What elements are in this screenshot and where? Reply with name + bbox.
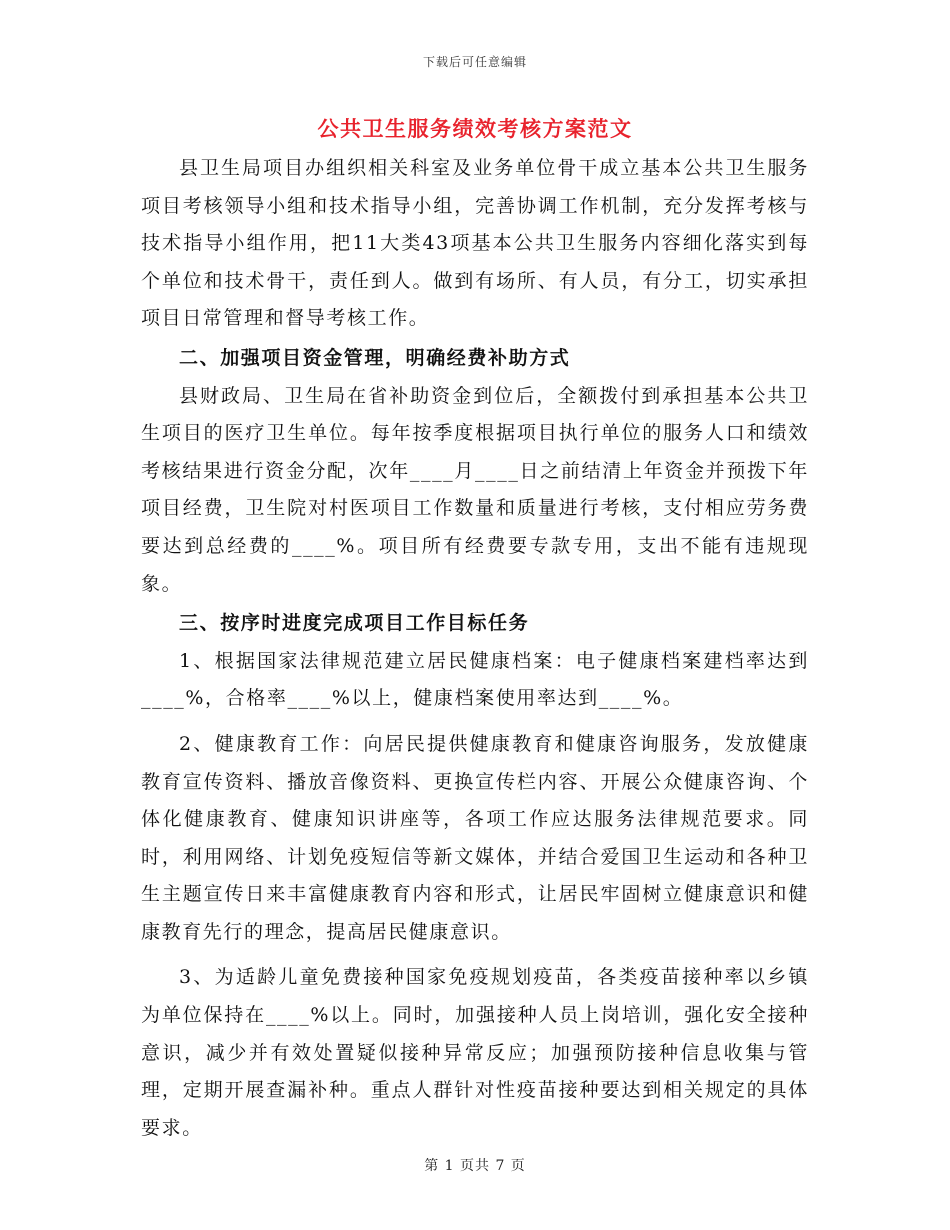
section-heading-2: 二、加强项目资金管理，明确经费补助方式: [179, 346, 571, 369]
paragraph-item-2: 2、健康教育工作：向居民提供健康教育和健康咨询服务，发放健康教育宣传资料、播放音像资料、更换宣传栏内容、开展公众健康咨询、个体化健康教育、健康知识讲座等，各项工作应达服务法律规范要求。同时，利用网络、计划免疫短信等新文媒体，并结合爱国卫生运动和各种卫生主题宣传日来丰富健康教育内容和形式，让居民牢固树立健康意识和健康教育先行的理念，提高居民健康意识。: [141, 732, 809, 943]
paragraph-item-1: 1、根据国家法律规范建立居民健康档案：电子健康档案建档率达到____%，合格率____%以上，健康档案使用率达到____%。: [141, 649, 809, 710]
document-title: 公共卫生服务绩效考核方案范文: [317, 116, 633, 141]
header-note: 下载后可任意编辑: [422, 55, 527, 69]
paragraph-intro: 县卫生局项目办组织相关科室及业务单位骨干成立基本公共卫生服务项目考核领导小组和技术指导小组，完善协调工作机制，充分发挥考核与技术指导小组作用，把11大类43项基本公共卫生服务内容细化落实到每个单位和技术骨干，责任到人。做到有场所、有人员，有分工，切实承担项目日常管理和督导考核工作。: [141, 157, 809, 330]
page-number: 第 1 页共 7 页: [424, 1158, 526, 1174]
paragraph-funding: 县财政局、卫生局在省补助资金到位后，全额拨付到承担基本公共卫生项目的医疗卫生单位。每年按季度根据项目执行单位的服务人口和绩效考核结果进行资金分配，次年____月____日之前结清上年资金并预拨下年项目经费，卫生院对村医项目工作数量和质量进行考核，支付相应劳务费要达到总经费的____%。项目所有经费要专款专用，支出不能有违规现象。: [141, 384, 809, 595]
section-heading-3: 三、按序时进度完成项目工作目标任务: [179, 612, 530, 635]
document-body: [141, 150, 809, 1147]
paragraph-item-3: 3、为适龄儿童免费接种国家免疫规划疫苗，各类疫苗接种率以乡镇为单位保持在____%以上。同时，加强接种人员上岗培训，强化安全接种意识，减少并有效处置疑似接种异常反应；加强预防接种信息收集与管理，定期开展查漏补种。重点人群针对性疫苗接种要达到相关规定的具体要求。: [141, 966, 809, 1139]
